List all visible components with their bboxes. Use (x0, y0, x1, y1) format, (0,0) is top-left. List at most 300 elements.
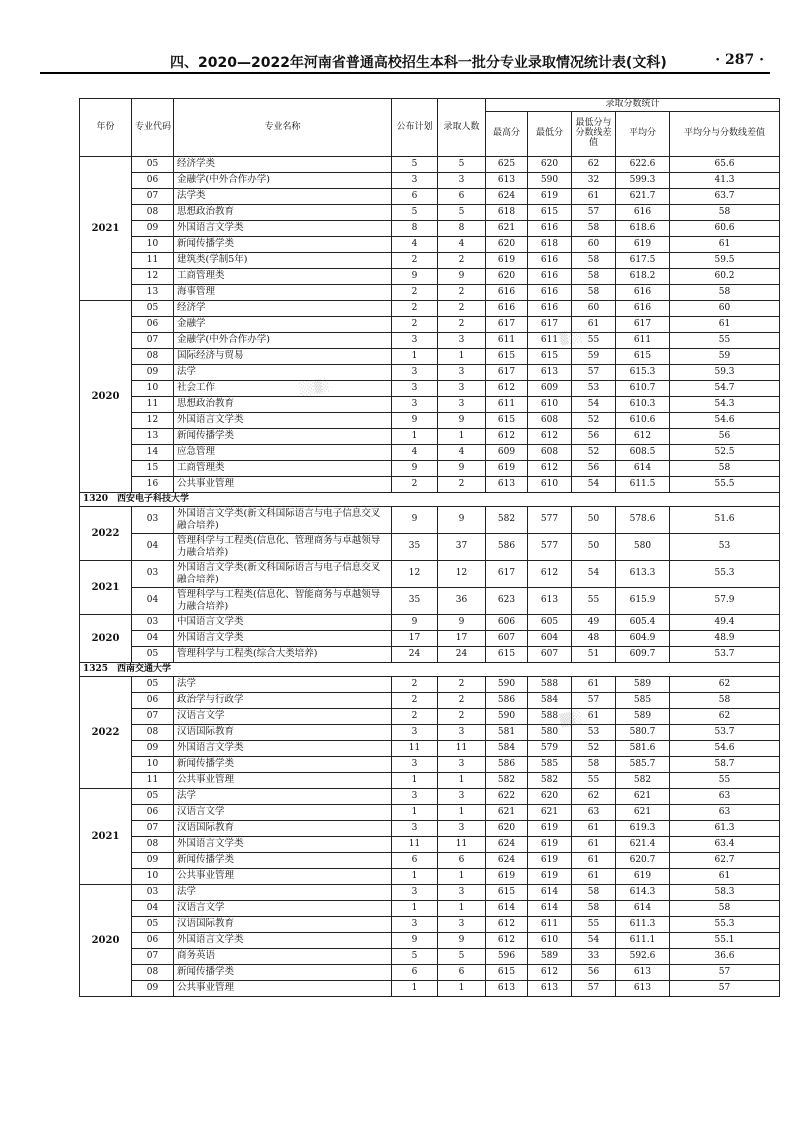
plan-cell: 1 (392, 901, 438, 917)
max-cell: 617 (486, 365, 528, 381)
min-diff-cell: 58 (572, 885, 616, 901)
min-cell: 619 (528, 869, 572, 885)
admitted-cell: 3 (438, 757, 486, 773)
max-cell: 619 (486, 461, 528, 477)
code-cell: 08 (132, 725, 174, 741)
col-max: 最高分 (486, 112, 528, 157)
min-cell: 618 (528, 237, 572, 253)
code-cell: 05 (132, 917, 174, 933)
major-name-cell: 国际经济与贸易 (174, 349, 392, 365)
avg-diff-cell: 58.3 (670, 885, 780, 901)
avg-cell: 585 (616, 693, 670, 709)
major-name-cell: 公共事业管理 (174, 981, 392, 997)
min-cell: 580 (528, 725, 572, 741)
max-cell: 618 (486, 205, 528, 221)
admitted-cell: 1 (438, 869, 486, 885)
admitted-cell: 37 (438, 534, 486, 561)
avg-cell: 613 (616, 965, 670, 981)
avg-diff-cell: 51.6 (670, 507, 780, 534)
table-row (80, 965, 780, 981)
max-cell: 582 (486, 773, 528, 789)
avg-cell: 619 (616, 869, 670, 885)
avg-diff-cell: 41.3 (670, 173, 780, 189)
min-diff-cell: 56 (572, 429, 616, 445)
max-cell: 607 (486, 631, 528, 647)
min-cell: 620 (528, 789, 572, 805)
min-diff-cell: 61 (572, 709, 616, 725)
max-cell: 606 (486, 615, 528, 631)
admitted-cell: 5 (438, 157, 486, 173)
table-row (80, 837, 780, 853)
table-row (80, 869, 780, 885)
admitted-cell: 3 (438, 397, 486, 413)
table-row (80, 397, 780, 413)
code-cell: 10 (132, 757, 174, 773)
max-cell: 616 (486, 301, 528, 317)
admitted-cell: 9 (438, 269, 486, 285)
table-row (80, 301, 780, 317)
max-cell: 623 (486, 588, 528, 615)
max-cell: 590 (486, 709, 528, 725)
plan-cell: 3 (392, 725, 438, 741)
plan-cell: 9 (392, 615, 438, 631)
admitted-cell: 2 (438, 301, 486, 317)
min-diff-cell: 58 (572, 253, 616, 269)
major-name-cell: 金融学 (174, 317, 392, 333)
code-cell: 16 (132, 477, 174, 493)
avg-diff-cell: 62 (670, 709, 780, 725)
max-cell: 620 (486, 269, 528, 285)
min-cell: 620 (528, 157, 572, 173)
avg-diff-cell: 62 (670, 677, 780, 693)
min-cell: 616 (528, 269, 572, 285)
major-name-cell: 新闻传播学类 (174, 965, 392, 981)
code-cell: 05 (132, 301, 174, 317)
avg-diff-cell: 58.7 (670, 757, 780, 773)
plan-cell: 3 (392, 917, 438, 933)
avg-diff-cell: 59.3 (670, 365, 780, 381)
major-name-cell: 外国语言文学类 (174, 933, 392, 949)
max-cell: 582 (486, 507, 528, 534)
table-row (80, 631, 780, 647)
min-cell: 604 (528, 631, 572, 647)
major-name-cell: 汉语国际教育 (174, 821, 392, 837)
major-name-cell: 海事管理 (174, 285, 392, 301)
admitted-cell: 6 (438, 853, 486, 869)
table-row (80, 221, 780, 237)
admitted-cell: 4 (438, 445, 486, 461)
major-name-cell: 社会工作 (174, 381, 392, 397)
page-header (40, 50, 770, 74)
table-row (80, 237, 780, 253)
min-diff-cell: 52 (572, 445, 616, 461)
code-cell: 10 (132, 237, 174, 253)
table-row (80, 805, 780, 821)
min-diff-cell: 51 (572, 647, 616, 663)
code-cell: 13 (132, 285, 174, 301)
table-row (80, 534, 780, 561)
code-cell: 11 (132, 397, 174, 413)
major-name-cell: 管理科学与工程类(信息化、智能商务与卓越领导力融合培养) (174, 588, 392, 615)
min-diff-cell: 48 (572, 631, 616, 647)
min-diff-cell: 60 (572, 237, 616, 253)
school-name: 1325 西南交通大学 (80, 663, 780, 677)
plan-cell: 24 (392, 647, 438, 663)
table-row (80, 981, 780, 997)
max-cell: 624 (486, 189, 528, 205)
table-row (80, 901, 780, 917)
plan-cell: 4 (392, 237, 438, 253)
code-cell: 06 (132, 693, 174, 709)
avg-diff-cell: 53.7 (670, 647, 780, 663)
major-name-cell: 思想政治教育 (174, 205, 392, 221)
min-cell: 611 (528, 333, 572, 349)
year-cell: 2021 (80, 561, 132, 615)
plan-cell: 3 (392, 789, 438, 805)
table-row (80, 773, 780, 789)
code-cell: 04 (132, 588, 174, 615)
min-diff-cell: 54 (572, 933, 616, 949)
major-name-cell: 公共事业管理 (174, 477, 392, 493)
major-name-cell: 公共事业管理 (174, 869, 392, 885)
avg-diff-cell: 54.6 (670, 741, 780, 757)
min-diff-cell: 56 (572, 965, 616, 981)
avg-cell: 619 (616, 237, 670, 253)
admitted-cell: 3 (438, 725, 486, 741)
min-diff-cell: 56 (572, 461, 616, 477)
min-cell: 605 (528, 615, 572, 631)
max-cell: 590 (486, 677, 528, 693)
code-cell: 09 (132, 221, 174, 237)
plan-cell: 3 (392, 173, 438, 189)
table-row (80, 477, 780, 493)
max-cell: 586 (486, 693, 528, 709)
avg-cell: 618.6 (616, 221, 670, 237)
plan-cell: 2 (392, 693, 438, 709)
avg-diff-cell: 62.7 (670, 853, 780, 869)
admitted-cell: 12 (438, 561, 486, 588)
max-cell: 584 (486, 741, 528, 757)
max-cell: 619 (486, 869, 528, 885)
code-cell: 11 (132, 773, 174, 789)
table-row (80, 647, 780, 663)
major-name-cell: 法学 (174, 677, 392, 693)
table-row (80, 285, 780, 301)
plan-cell: 4 (392, 445, 438, 461)
table-body (80, 157, 780, 997)
max-cell: 617 (486, 561, 528, 588)
avg-diff-cell: 63.4 (670, 837, 780, 853)
min-diff-cell: 61 (572, 837, 616, 853)
major-name-cell: 金融学(中外合作办学) (174, 333, 392, 349)
min-cell: 619 (528, 837, 572, 853)
plan-cell: 11 (392, 741, 438, 757)
table-row (80, 317, 780, 333)
min-cell: 613 (528, 981, 572, 997)
avg-diff-cell: 49.4 (670, 615, 780, 631)
max-cell: 612 (486, 917, 528, 933)
min-diff-cell: 58 (572, 285, 616, 301)
admitted-cell: 6 (438, 189, 486, 205)
avg-diff-cell: 58 (670, 901, 780, 917)
avg-diff-cell: 53.7 (670, 725, 780, 741)
min-diff-cell: 59 (572, 349, 616, 365)
col-avg-diff: 平均分与分数线差值 (670, 112, 780, 157)
max-cell: 615 (486, 349, 528, 365)
avg-diff-cell: 58 (670, 285, 780, 301)
avg-cell: 580 (616, 534, 670, 561)
avg-cell: 585.7 (616, 757, 670, 773)
major-name-cell: 新闻传播学类 (174, 757, 392, 773)
min-diff-cell: 61 (572, 677, 616, 693)
min-diff-cell: 49 (572, 615, 616, 631)
min-cell: 614 (528, 901, 572, 917)
max-cell: 615 (486, 647, 528, 663)
avg-diff-cell: 58 (670, 461, 780, 477)
avg-cell: 582 (616, 773, 670, 789)
year-cell: 2022 (80, 677, 132, 789)
year-cell: 2020 (80, 885, 132, 997)
admitted-cell: 2 (438, 693, 486, 709)
plan-cell: 17 (392, 631, 438, 647)
avg-diff-cell: 61.3 (670, 821, 780, 837)
col-year: 年份 (80, 99, 132, 157)
plan-cell: 35 (392, 588, 438, 615)
max-cell: 624 (486, 837, 528, 853)
major-name-cell: 汉语言文学 (174, 901, 392, 917)
avg-diff-cell: 60.2 (670, 269, 780, 285)
avg-diff-cell: 63.7 (670, 189, 780, 205)
major-name-cell: 管理科学与工程类(综合大类培养) (174, 647, 392, 663)
admitted-cell: 2 (438, 253, 486, 269)
max-cell: 619 (486, 253, 528, 269)
table-row (80, 561, 780, 588)
admitted-cell: 2 (438, 317, 486, 333)
major-name-cell: 外国语言文学类 (174, 631, 392, 647)
major-name-cell: 思想政治教育 (174, 397, 392, 413)
code-cell: 04 (132, 901, 174, 917)
avg-cell: 614.3 (616, 885, 670, 901)
plan-cell: 12 (392, 561, 438, 588)
avg-diff-cell: 36.6 (670, 949, 780, 965)
table-row (80, 588, 780, 615)
col-min: 最低分 (528, 112, 572, 157)
max-cell: 612 (486, 933, 528, 949)
code-cell: 15 (132, 461, 174, 477)
admitted-cell: 3 (438, 885, 486, 901)
code-cell: 07 (132, 709, 174, 725)
min-cell: 616 (528, 221, 572, 237)
page-number: · 287 · (715, 52, 764, 68)
min-cell: 617 (528, 317, 572, 333)
table-row (80, 349, 780, 365)
code-cell: 06 (132, 317, 174, 333)
max-cell: 624 (486, 853, 528, 869)
code-cell: 12 (132, 269, 174, 285)
avg-cell: 614 (616, 461, 670, 477)
major-name-cell: 新闻传播学类 (174, 237, 392, 253)
avg-cell: 592.6 (616, 949, 670, 965)
min-diff-cell: 57 (572, 693, 616, 709)
major-name-cell: 建筑类(学制5年) (174, 253, 392, 269)
table-row (80, 173, 780, 189)
avg-diff-cell: 55.5 (670, 477, 780, 493)
table-row (80, 949, 780, 965)
table-row (80, 333, 780, 349)
max-cell: 613 (486, 981, 528, 997)
admitted-cell: 36 (438, 588, 486, 615)
avg-cell: 615.9 (616, 588, 670, 615)
max-cell: 596 (486, 949, 528, 965)
admitted-cell: 8 (438, 221, 486, 237)
max-cell: 615 (486, 965, 528, 981)
avg-cell: 621.7 (616, 189, 670, 205)
code-cell: 03 (132, 885, 174, 901)
avg-cell: 616 (616, 285, 670, 301)
admitted-cell: 9 (438, 507, 486, 534)
table-row (80, 725, 780, 741)
min-diff-cell: 54 (572, 561, 616, 588)
avg-diff-cell: 59 (670, 349, 780, 365)
avg-diff-cell: 57.9 (670, 588, 780, 615)
avg-diff-cell: 61 (670, 869, 780, 885)
code-cell: 13 (132, 429, 174, 445)
min-cell: 619 (528, 189, 572, 205)
major-name-cell: 法学 (174, 885, 392, 901)
table-row (80, 253, 780, 269)
avg-cell: 615 (616, 349, 670, 365)
major-name-cell: 法学类 (174, 189, 392, 205)
avg-cell: 617.5 (616, 253, 670, 269)
major-name-cell: 公共事业管理 (174, 773, 392, 789)
major-name-cell: 中国语言文学类 (174, 615, 392, 631)
plan-cell: 2 (392, 301, 438, 317)
plan-cell: 3 (392, 333, 438, 349)
admitted-cell: 3 (438, 821, 486, 837)
min-cell: 613 (528, 365, 572, 381)
code-cell: 09 (132, 365, 174, 381)
admitted-cell: 4 (438, 237, 486, 253)
min-cell: 579 (528, 741, 572, 757)
min-cell: 616 (528, 301, 572, 317)
admitted-cell: 2 (438, 477, 486, 493)
year-cell: 2022 (80, 507, 132, 561)
admitted-cell: 9 (438, 615, 486, 631)
admitted-cell: 17 (438, 631, 486, 647)
plan-cell: 5 (392, 949, 438, 965)
max-cell: 614 (486, 901, 528, 917)
major-name-cell: 汉语言文学 (174, 709, 392, 725)
major-name-cell: 法学 (174, 789, 392, 805)
year-cell: 2021 (80, 789, 132, 885)
avg-cell: 613 (616, 981, 670, 997)
page-title: 四、2020—2022年河南省普通高校招生本科一批分专业录取情况统计表(文科) (170, 55, 667, 71)
admitted-cell: 2 (438, 285, 486, 301)
code-cell: 10 (132, 869, 174, 885)
max-cell: 613 (486, 173, 528, 189)
min-diff-cell: 57 (572, 981, 616, 997)
min-diff-cell: 62 (572, 157, 616, 173)
plan-cell: 6 (392, 189, 438, 205)
admitted-cell: 1 (438, 805, 486, 821)
col-min-diff: 最低分与分数线差值 (572, 112, 616, 157)
admitted-cell: 3 (438, 381, 486, 397)
plan-cell: 1 (392, 981, 438, 997)
code-cell: 07 (132, 333, 174, 349)
avg-cell: 621 (616, 805, 670, 821)
avg-cell: 609.7 (616, 647, 670, 663)
year-cell: 2021 (80, 157, 132, 301)
avg-diff-cell: 57 (670, 981, 780, 997)
avg-cell: 619.3 (616, 821, 670, 837)
avg-diff-cell: 60 (670, 301, 780, 317)
plan-cell: 5 (392, 205, 438, 221)
admitted-cell: 1 (438, 429, 486, 445)
min-cell: 577 (528, 534, 572, 561)
plan-cell: 9 (392, 933, 438, 949)
code-cell: 08 (132, 965, 174, 981)
min-diff-cell: 52 (572, 413, 616, 429)
col-plan: 公布计划 (392, 99, 438, 157)
avg-diff-cell: 48.9 (670, 631, 780, 647)
plan-cell: 9 (392, 507, 438, 534)
admitted-cell: 1 (438, 773, 486, 789)
table-row (80, 677, 780, 693)
code-cell: 03 (132, 615, 174, 631)
min-cell: 585 (528, 757, 572, 773)
code-cell: 08 (132, 205, 174, 221)
admitted-cell: 1 (438, 981, 486, 997)
code-cell: 11 (132, 253, 174, 269)
code-cell: 09 (132, 853, 174, 869)
code-cell: 05 (132, 789, 174, 805)
school-row (80, 493, 780, 507)
avg-cell: 611.3 (616, 917, 670, 933)
avg-cell: 578.6 (616, 507, 670, 534)
plan-cell: 2 (392, 709, 438, 725)
table-row (80, 189, 780, 205)
admitted-cell: 2 (438, 709, 486, 725)
code-cell: 05 (132, 647, 174, 663)
plan-cell: 1 (392, 869, 438, 885)
avg-cell: 581.6 (616, 741, 670, 757)
admitted-cell: 24 (438, 647, 486, 663)
code-cell: 05 (132, 677, 174, 693)
max-cell: 625 (486, 157, 528, 173)
avg-diff-cell: 55.3 (670, 561, 780, 588)
avg-diff-cell: 53 (670, 534, 780, 561)
major-name-cell: 工商管理类 (174, 461, 392, 477)
min-diff-cell: 58 (572, 757, 616, 773)
avg-cell: 616 (616, 205, 670, 221)
table-row (80, 709, 780, 725)
code-cell: 07 (132, 189, 174, 205)
scan-noise: ▒▒░ (558, 710, 583, 728)
code-cell: 07 (132, 821, 174, 837)
plan-cell: 5 (392, 157, 438, 173)
avg-cell: 620.7 (616, 853, 670, 869)
plan-cell: 3 (392, 885, 438, 901)
max-cell: 622 (486, 789, 528, 805)
col-name: 专业名称 (174, 99, 392, 157)
year-cell: 2020 (80, 301, 132, 493)
max-cell: 612 (486, 381, 528, 397)
min-cell: 619 (528, 853, 572, 869)
max-cell: 621 (486, 805, 528, 821)
plan-cell: 3 (392, 381, 438, 397)
table-row (80, 933, 780, 949)
plan-cell: 3 (392, 757, 438, 773)
